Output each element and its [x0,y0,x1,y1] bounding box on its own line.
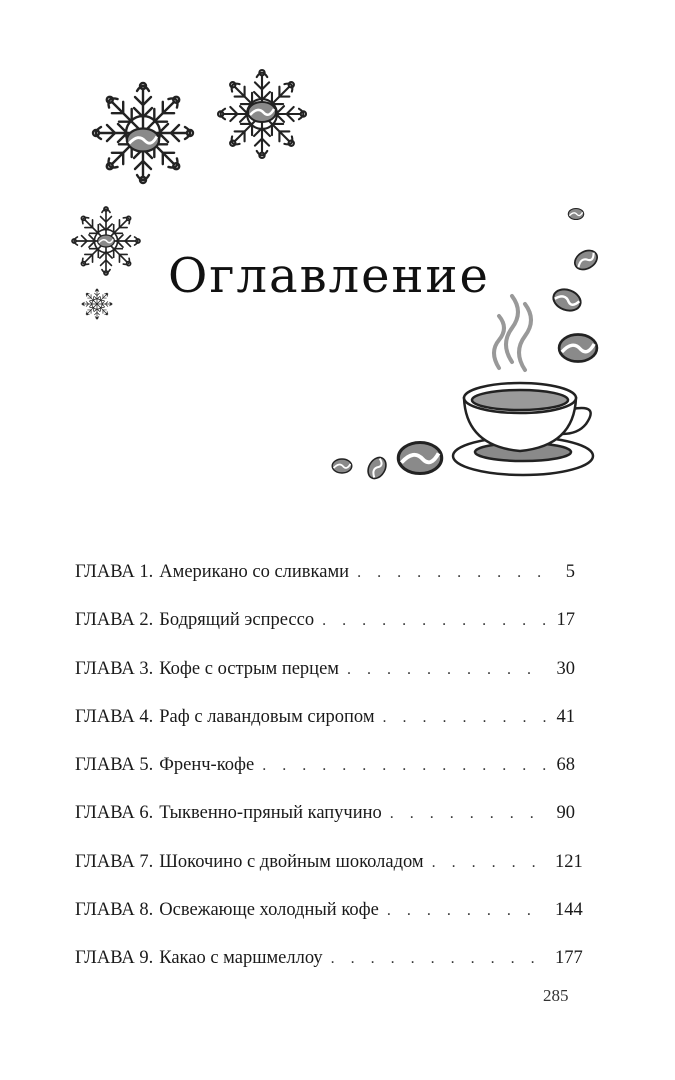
coffee-bean-icon [248,102,276,122]
toc-chapter-number: ГЛАВА 8. [75,900,154,921]
toc-dot-leader [383,709,547,727]
toc-dot-leader [357,564,547,582]
toc-page-number: 121 [555,851,583,872]
snowflake-icon [82,289,112,319]
toc-page-number: 144 [555,900,583,921]
coffee-bean-icon [571,247,600,274]
toc-dot-leader [390,805,547,823]
toc-entry[interactable] [75,562,575,610]
toc-chapter-title: Кофе с острым перцем [159,658,340,679]
toc-page-number: 17 [556,610,575,631]
toc-entry[interactable] [75,803,575,851]
coffee-bean-icon [568,209,583,220]
table-of-contents [75,562,583,997]
toc-chapter-number: ГЛАВА 6. [75,803,154,824]
toc-entry[interactable] [75,707,575,755]
toc-dot-leader [347,661,547,679]
toc-dot-leader [322,612,547,630]
toc-page-number: 68 [556,755,575,776]
toc-chapter-number: ГЛАВА 5. [75,755,154,776]
toc-entry[interactable] [75,851,583,900]
toc-chapter-title: Тыквенно-пряный капучино [159,803,382,824]
toc-page-number: 30 [556,658,575,679]
toc-entry[interactable] [75,659,575,707]
toc-chapter-title: Какао с маршмеллоу [159,948,323,969]
coffee-bean-icon [127,129,159,152]
toc-chapter-title: Бодрящий эспрессо [159,610,315,631]
toc-page-number: 5 [565,562,575,582]
toc-chapter-number: ГЛАВА 4. [75,706,154,727]
toc-chapter-number: ГЛАВА 3. [75,658,154,679]
page-title: Оглавление [168,248,490,304]
toc-chapter-title: Шокочино с двойным шоколадом [159,851,424,872]
toc-page-number: 177 [555,948,583,969]
toc-dot-leader [262,757,547,775]
coffee-bean-icon [559,335,597,362]
toc-chapter-title: Раф с лавандовым сиропом [159,706,375,727]
toc-dot-leader [387,902,547,920]
toc-chapter-title: Освежающе холодный кофе [159,900,379,921]
toc-entry[interactable] [75,755,575,803]
toc-entry[interactable] [75,948,583,996]
toc-dot-leader [432,854,547,872]
toc-entry[interactable] [75,900,583,948]
coffee-bean-icon [364,454,389,481]
steam-icon [494,296,531,370]
coffee-cup-icon [453,383,593,475]
coffee-bean-icon [98,235,115,247]
toc-chapter-number: ГЛАВА 2. [75,610,154,631]
toc-entry[interactable] [75,610,575,658]
toc-page-number: 41 [556,706,575,727]
toc-chapter-number: ГЛАВА 7. [75,851,154,872]
toc-chapter-number: ГЛАВА 1. [75,562,154,582]
toc-chapter-number: ГЛАВА 9. [75,948,154,969]
coffee-bean-icon [550,286,583,314]
coffee-bean-icon [398,443,441,474]
coffee-bean-icon [332,459,352,473]
toc-chapter-title: Френч-кофе [159,755,255,776]
toc-page-number: 90 [556,803,575,824]
page-number: 285 [543,986,569,1005]
toc-dot-leader [331,950,547,968]
toc-chapter-title: Американо со сливками [159,562,350,582]
